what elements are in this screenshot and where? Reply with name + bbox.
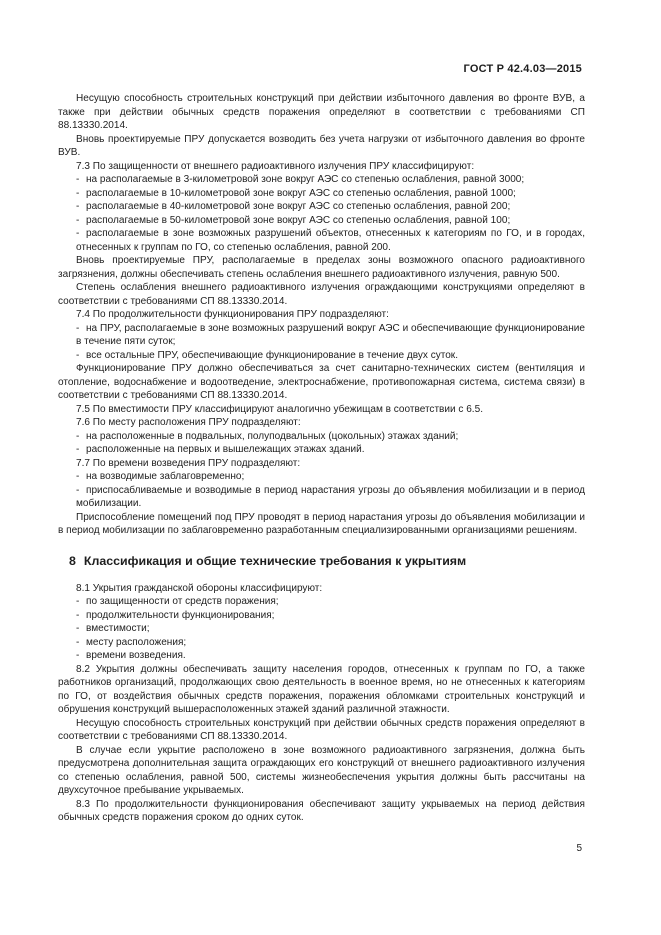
- paragraph: 7.5 По вместимости ПРУ классифицируют аналогично убежищам в соответствии с 6.5.: [76, 403, 483, 415]
- paragraph: 7.7 По времени возведения ПРУ подразделяют:: [76, 457, 301, 469]
- list-dash: -: [76, 444, 80, 455]
- list-item-text: месту расположения;: [86, 636, 187, 648]
- list-dash: -: [76, 471, 80, 482]
- list-dash: -: [76, 349, 80, 361]
- list-item-text: приспосабливаемые и возводимые в период нарастания угрозы до объявления мобилизации и в период мобилизации.: [76, 484, 585, 509]
- list-item: [58, 430, 585, 444]
- list-dash: -: [76, 214, 80, 226]
- list-item-text: на ПРУ, располагаемые в зоне возможных разрушений вокруг АЭС и обеспечивающие функционирование в течение пяти суток;: [76, 322, 585, 347]
- list-item: [58, 484, 585, 511]
- section-title: Классификация и общие технические требования к укрытиям: [83, 553, 467, 568]
- paragraph: Вновь проектируемые ПРУ допускается возводить без учета нагрузки от избыточного давления во фронте ВУВ.: [58, 133, 585, 158]
- paragraph: Несущую способность строительных конструкций при действии избыточного давления во фронте ВУВ, а также при действии обычных средств поражения определяют в соответствии с требованиями СП 88.13330.2014.: [58, 93, 585, 131]
- list-dash: -: [76, 201, 80, 212]
- list-item-text: располагаемые в 40-километровой зоне вокруг АЭС со степенью ослабления, равной 200;: [86, 201, 511, 212]
- list-item-text: на располагаемые в 3-километровой зоне вокруг АЭС со степенью ослабления, равной 3000;: [86, 174, 525, 185]
- paragraph: 7.3 По защищенности от внешнего радиоактивного излучения ПРУ классифицируют:: [76, 160, 475, 172]
- paragraph: В случае если укрытие расположено в зоне возможного радиоактивного загрязнения, должна быть предусмотрена дополнительная защита ограждающих его конструкций от внешнего радиоактивного излучения со степенью ослабления, равной 500, системы жизнеобеспечения укрытия должны быть рассчитаны на двухсуточное пребывание укрываемых.: [58, 744, 585, 796]
- list-dash: -: [76, 174, 80, 185]
- list-item: [58, 470, 585, 484]
- list-dash: -: [76, 636, 80, 648]
- paragraph: 7.4 По продолжительности функционирования ПРУ подразделяют:: [76, 309, 389, 320]
- list-dash: -: [76, 650, 80, 661]
- page-number: 5: [576, 843, 582, 854]
- list-item: [58, 349, 585, 363]
- list-dash: -: [76, 596, 80, 607]
- list-item: [58, 322, 585, 349]
- list-dash: -: [76, 609, 80, 621]
- list-dash: -: [76, 228, 80, 239]
- list-item-text: все остальные ПРУ, обеспечивающие функционирование в течение двух суток.: [86, 349, 458, 361]
- paragraph: Приспособление помещений под ПРУ проводят в период нарастания угрозы до объявления мобилизации и в период мобилизации по заблаговременно разработанным специализированными организациями решениям.: [58, 511, 585, 536]
- list-item: [58, 622, 585, 636]
- list-dash: -: [76, 322, 80, 334]
- paragraph: Функционирование ПРУ должно обеспечиваться за счет санитарно-технических систем (вентиляция и отопление, водоснабжение и водоотведение, электроснабжение, противопожарная система, система связи) в соответствии с требованиями СП 88.13330.2014.: [58, 363, 585, 401]
- section-heading: [58, 553, 585, 569]
- list-item: [58, 214, 585, 228]
- paragraph: 7.6 По месту расположения ПРУ подразделяют:: [76, 417, 301, 428]
- list-item: [58, 595, 585, 609]
- paragraph: Несущую способность строительных конструкций при действии обычных средств поражения определяют в соответствии с требованиями СП 88.13330.2014.: [58, 717, 585, 742]
- section-number: 8: [69, 553, 76, 568]
- list-item-text: продолжительности функционирования;: [86, 609, 275, 621]
- list-item-text: по защищенности от средств поражения;: [86, 596, 279, 607]
- list-item-text: на возводимые заблаговременно;: [86, 471, 245, 482]
- list-dash: -: [76, 623, 80, 634]
- list-item: [58, 187, 585, 201]
- list-item-text: располагаемые в зоне возможных разрушений объектов, отнесенных к категориям по ГО, и в городах, отнесенных к группам по ГО, со степенью ослабления, равной 200.: [76, 228, 585, 253]
- list-item: [58, 609, 585, 623]
- list-item-text: расположенные на первых и вышележащих этажах зданий.: [86, 444, 365, 455]
- list-dash: -: [76, 430, 80, 442]
- list-item: [58, 443, 585, 457]
- paragraph: Вновь проектируемые ПРУ, располагаемые в пределах зоны возможного опасного радиоактивного загрязнения, должны обеспечивать степень ослабления внешнего радиоактивного излучения, равную 500.: [58, 255, 585, 280]
- list-item-text: располагаемые в 10-километровой зоне вокруг АЭС со степенью ослабления, равной 1000;: [86, 187, 516, 199]
- list-item-text: располагаемые в 50-километровой зоне вокруг АЭС со степенью ослабления, равной 100;: [86, 214, 511, 226]
- list-item: [58, 227, 585, 254]
- list-item: [58, 173, 585, 187]
- list-item: [58, 200, 585, 214]
- document-body: [58, 92, 585, 825]
- list-item-text: времени возведения.: [86, 650, 186, 661]
- list-item: [58, 649, 585, 663]
- list-dash: -: [76, 187, 80, 199]
- paragraph: 8.2 Укрытия должны обеспечивать защиту населения городов, отнесенных к группам по ГО, а также работников организаций, продолжающих свою деятельность в военное время, но не отнесенных к категориям по ГО, от воздействия обычных средств поражения, поражения обломками строительных конструкций и обрушения конструкций вышерасположенных этажей зданий различной этажности.: [58, 663, 585, 715]
- paragraph: 8.1 Укрытия гражданской обороны классифицируют:: [76, 582, 323, 594]
- standard-designation: ГОСТ Р 42.4.03—2015: [463, 63, 582, 75]
- list-item-text: вместимости;: [86, 623, 150, 634]
- list-item: [58, 636, 585, 650]
- paragraph: Степень ослабления внешнего радиоактивного излучения ограждающими конструкциями определяют в соответствии с требованиями СП 88.13330.2014.: [58, 282, 585, 307]
- list-item-text: на расположенные в подвальных, полуподвальных (цокольных) этажах зданий;: [86, 430, 459, 442]
- list-dash: -: [76, 484, 80, 496]
- paragraph: 8.3 По продолжительности функционирования обеспечивают защиту укрываемых на период действия обычных средств поражения сроком до одних суток.: [58, 798, 585, 823]
